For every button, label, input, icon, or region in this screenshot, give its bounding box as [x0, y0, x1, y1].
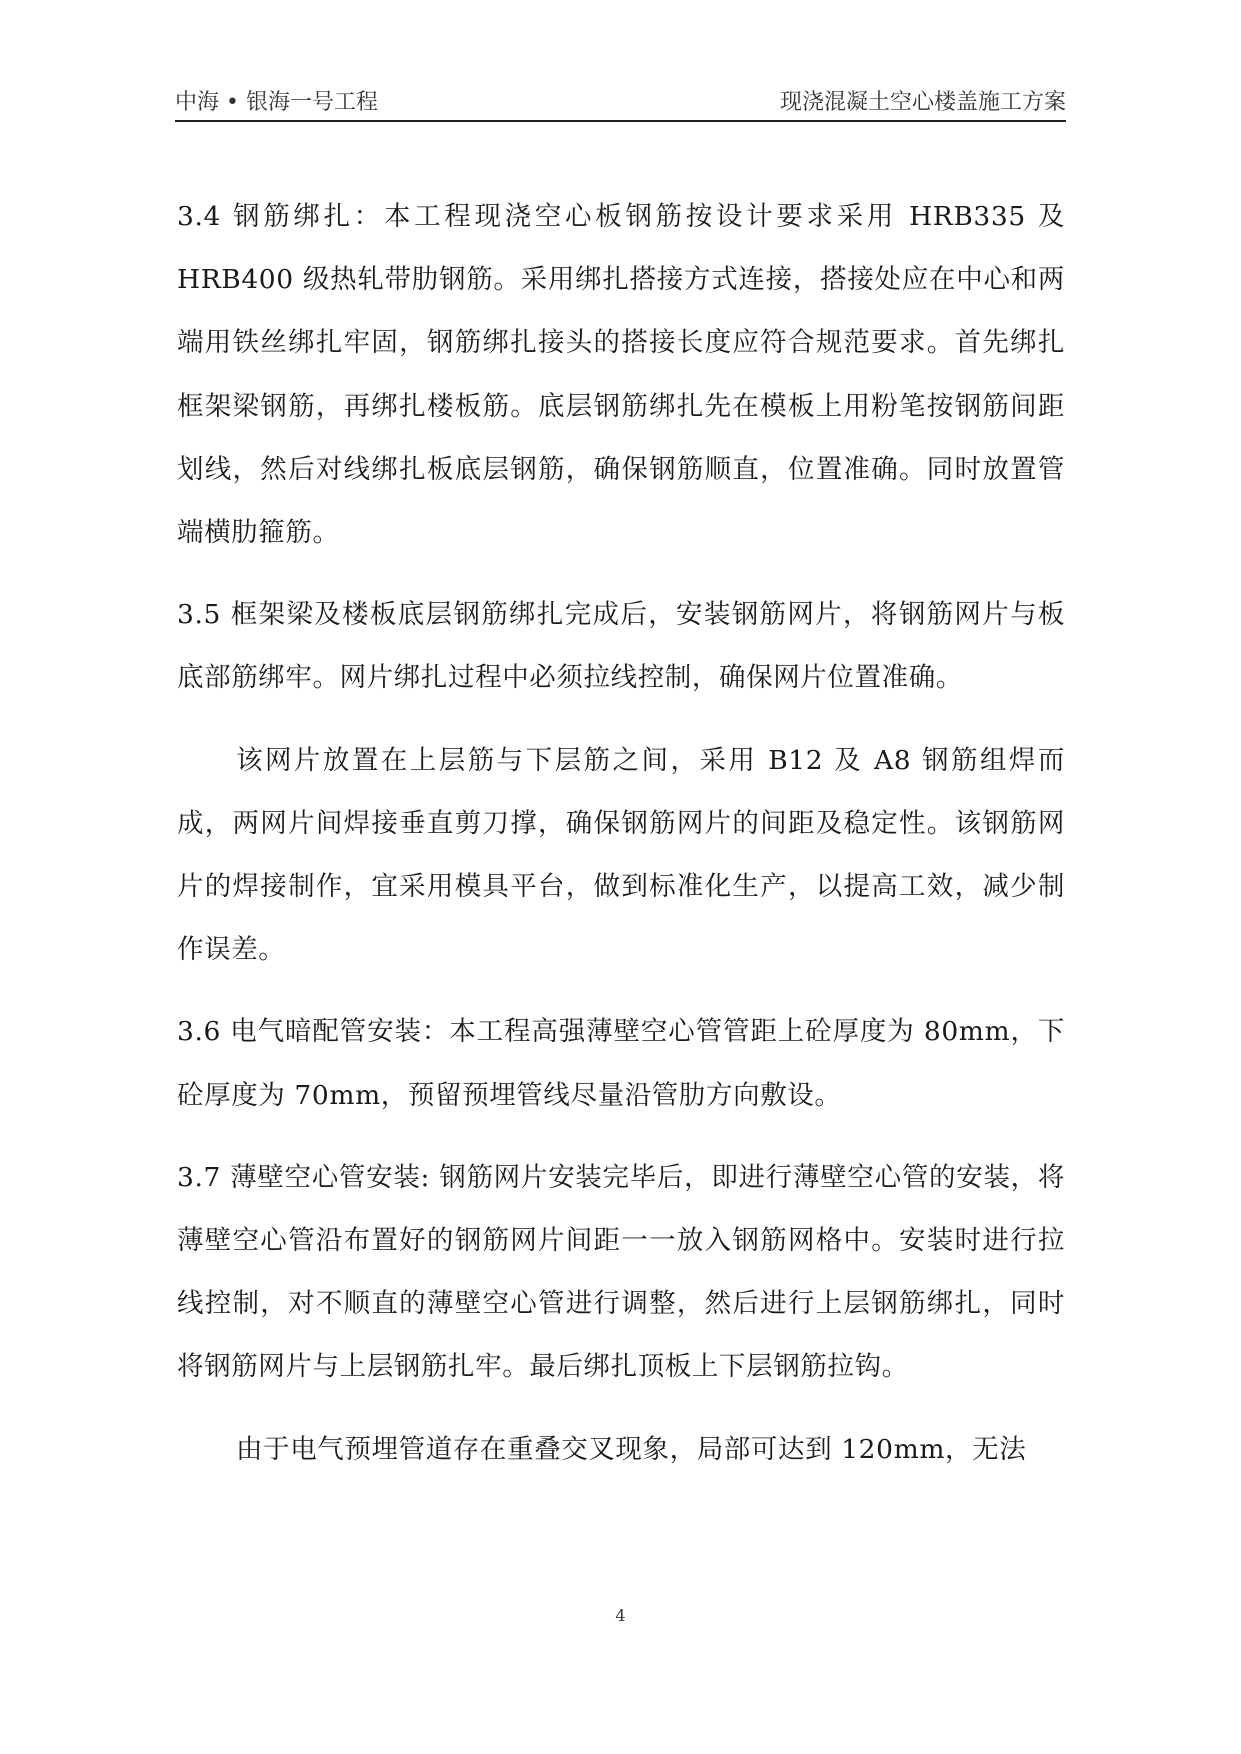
paragraph-3-5-mesh-installation: 3.5 框架梁及楼板底层钢筋绑扎完成后，安装钢筋网片，将钢筋网片与板底部筋绑牢。网片绑扎过程中必须拉线控制，确保网片位置准确。	[177, 599, 1065, 694]
page-header	[175, 86, 1066, 122]
paragraph-3-7-hollow-tube-installation: 3.7 薄壁空心管安装: 钢筋网片安装完毕后，即进行薄壁空心管的安装，将薄壁空心管沿布置好的钢筋网片间距一一放入钢筋网格中。安装时进行拉线控制，对不顺直的薄壁空心管进行调整，然后进行上层钢筋绑扎，同时将钢筋网片与上层钢筋扎牢。最后绑扎顶板上下层钢筋拉钩。	[177, 1161, 1065, 1383]
header-document-title: 现浇混凝土空心楼盖施工方案	[779, 90, 1066, 115]
document-body	[177, 185, 1065, 1481]
paragraph-3-6-electrical-conduit: 3.6 电气暗配管安装：本工程高强薄壁空心管管距上砼厚度为 80mm，下砼厚度为 70mm，预留预埋管线尽量沿管肋方向敷设。	[177, 1016, 1065, 1111]
header-project-name: 中海 • 银海一号工程	[175, 90, 378, 115]
page-number: 4	[615, 1606, 626, 1625]
paragraph-3-4-rebar-binding: 3.4 钢筋绑扎：本工程现浇空心板钢筋按设计要求采用 HRB335 及 HRB400 级热轧带肋钢筋。采用绑扎搭接方式连接，搭接处应在中心和两端用铁丝绑扎牢固，钢筋绑扎接头的搭接长度应符合规范要求。首先绑扎框架梁钢筋，再绑扎楼板筋。底层钢筋绑扎先在模板上用粉笔按钢筋间距划线，然后对线绑扎板底层钢筋，确保钢筋顺直，位置准确。同时放置管端横肋箍筋。	[177, 201, 1065, 549]
paragraph-pipe-overlap: 由于电气预埋管道存在重叠交叉现象，局部可达到 120mm，无法	[236, 1433, 1027, 1465]
paragraph-mesh-welding: 该网片放置在上层筋与下层筋之间，采用 B12 及 A8 钢筋组焊而成，两网片间焊接垂直剪刀撑，确保钢筋网片的间距及稳定性。该钢筋网片的焊接制作，宜采用模具平台，做到标准化生产，以提高工效，减少制作误差。	[177, 744, 1065, 966]
